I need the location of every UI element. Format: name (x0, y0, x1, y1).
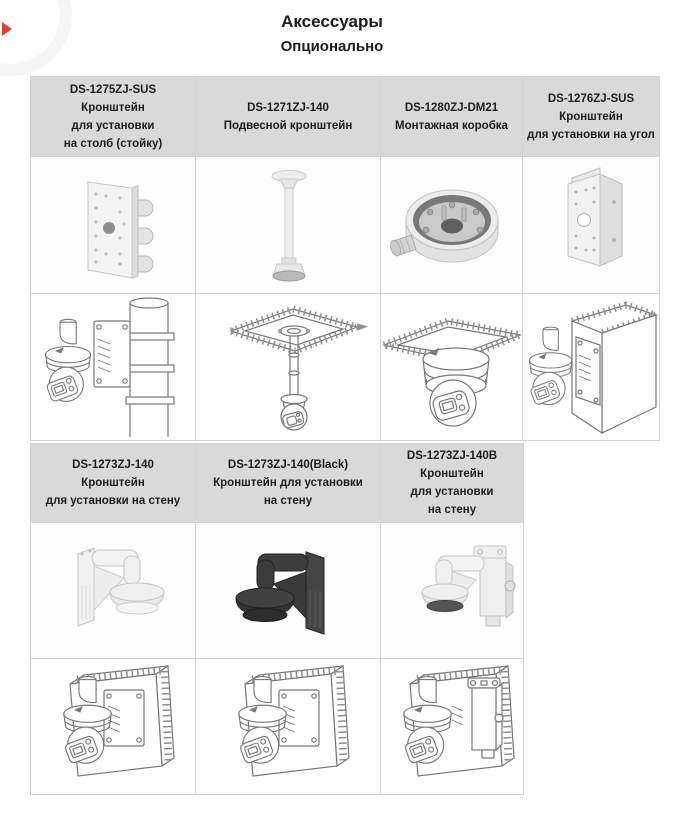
wall-installation-drawing (32, 660, 195, 794)
ceiling-turret-installation-drawing (382, 295, 522, 440)
pole-mount-plate-photo (32, 158, 195, 293)
product-model: DS-1273ZJ-140B (406, 450, 498, 462)
product-desc-line: Кронштейн (81, 101, 145, 114)
drawing-cell (31, 659, 196, 795)
product-model: DS-1275ZJ-SUS (69, 83, 157, 96)
wall-installation-drawing (197, 660, 380, 794)
pole-installation-drawing (32, 295, 195, 440)
product-model: DS-1273ZJ-140 (72, 459, 154, 471)
product-model: DS-1280ZJ-DM21 (404, 101, 499, 114)
photo-cell (381, 523, 524, 659)
pendant-bracket-photo (197, 158, 380, 293)
ceiling-pendant-installation-drawing (197, 295, 380, 440)
product-desc-line: для установки (71, 119, 155, 132)
header-cell-ds-1276zj-sus (523, 77, 660, 157)
product-desc-line: на стену (263, 495, 313, 507)
product-desc-line: Подвесной кронштейн (223, 119, 353, 132)
product-desc-line: Кронштейн (420, 468, 484, 480)
product-desc-line: Монтажная коробка (395, 119, 508, 132)
header-cell-ds-1273zj-140-black (196, 444, 381, 523)
product-model: DS-1273ZJ-140(Black) (227, 459, 349, 471)
photo-cell (196, 157, 381, 294)
product-desc-line: на стену (427, 504, 477, 516)
wall-installation-with-box-drawing (382, 660, 523, 794)
photo-cell (523, 157, 660, 294)
wall-bracket-black-photo (197, 524, 380, 658)
drawing-cell (381, 659, 524, 795)
header-cell-ds-1280zj-dm21 (381, 77, 523, 157)
photo-cell (31, 523, 196, 659)
page-subtitle: Опционально (280, 38, 384, 55)
drawing-cell (196, 294, 381, 441)
drawing-cell (31, 294, 196, 441)
product-desc-line: Кронштейн для установки (213, 477, 363, 489)
corner-bracket-photo (524, 158, 659, 293)
product-desc-line: для установки на стену (45, 495, 181, 507)
wall-bracket-with-box-photo (382, 524, 523, 658)
product-desc-line: Кронштейн (81, 477, 145, 489)
header-cell-ds-1271zj-140 (196, 77, 381, 157)
header-cell-ds-1275zj-sus (31, 77, 196, 157)
drawing-cell (523, 294, 660, 441)
photo-cell (381, 157, 523, 294)
corner-installation-drawing (524, 295, 659, 440)
photo-cell (196, 523, 381, 659)
product-desc-line: для установки (410, 486, 494, 498)
drawing-cell (196, 659, 381, 795)
product-model: DS-1271ZJ-140 (247, 101, 329, 114)
drawing-cell (381, 294, 523, 441)
photo-cell (31, 157, 196, 294)
accessories-table-bottom (30, 443, 524, 795)
page-title: Аксессуары (281, 12, 383, 31)
junction-box-photo (382, 158, 522, 293)
product-desc-line: Кронштейн (559, 110, 623, 123)
product-desc-line: на столб (стойку) (63, 137, 163, 150)
product-desc-line: для установки на угол (527, 128, 655, 141)
wall-bracket-white-photo (32, 524, 195, 658)
product-model: DS-1276ZJ-SUS (547, 92, 635, 105)
accessories-table-top (30, 76, 660, 441)
header-cell-ds-1273zj-140 (31, 444, 196, 523)
header-cell-ds-1273zj-140b (381, 444, 524, 523)
